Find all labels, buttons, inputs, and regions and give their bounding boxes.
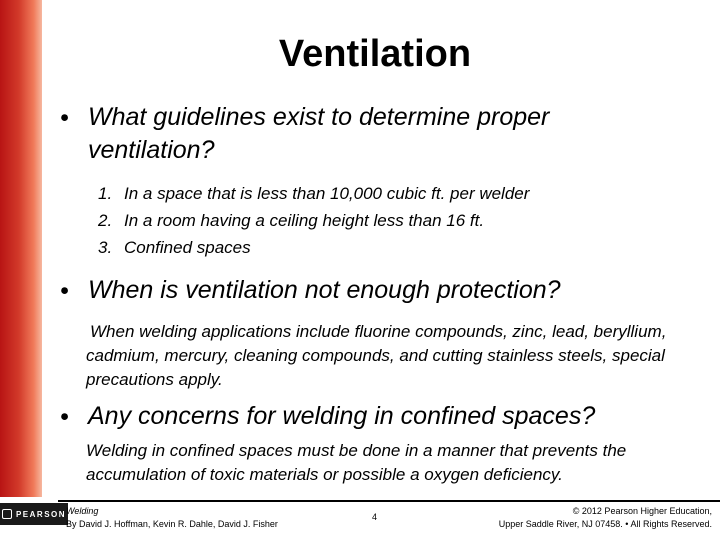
slide-title: Ventilation (278, 33, 472, 75)
bullet-question-2: When is ventilation not enough protection? (88, 276, 561, 304)
bullet-dot: • (60, 104, 69, 132)
pearson-logo: PEARSON (0, 503, 68, 525)
book-authors: By David J. Hoffman, Kevin R. Dahle, David J. Fisher (66, 519, 278, 529)
list-item: 2. In a room having a ceiling height less than 16 ft. (98, 211, 485, 230)
bullet-dot: • (60, 277, 69, 305)
list-item: 1. In a space that is less than 10,000 cubic ft. per welder (98, 184, 530, 203)
pearson-logo-icon (2, 509, 12, 519)
footer-book-info (66, 505, 278, 531)
list-item: 3. Confined spaces (98, 238, 251, 257)
answer-paragraph-1: When welding applications include fluorine compounds, zinc, lead, beryllium, cadmium, mercury, cleaning compounds, and cutting stainless steels, special precautions apply. (86, 322, 667, 389)
left-accent-bar (0, 0, 42, 497)
bullet-dot: • (60, 403, 69, 431)
book-title: Welding (66, 506, 99, 516)
answer-paragraph-2: Welding in confined spaces must be done in a manner that prevents the accumulation of toxic materials or possible a oxygen deficiency. (86, 441, 627, 484)
footer-divider (58, 500, 720, 502)
bullet-question-3: Any concerns for welding in confined spaces? (88, 402, 596, 430)
guidelines-list (98, 180, 529, 261)
bullet-question-1: What guidelines exist to determine proper ventilation? (88, 103, 550, 164)
page-number: 4 (372, 512, 378, 522)
footer-copyright: © 2012 Pearson Higher Education, Upper Saddle River, NJ 07458. • All Rights Reserved. (498, 506, 712, 529)
